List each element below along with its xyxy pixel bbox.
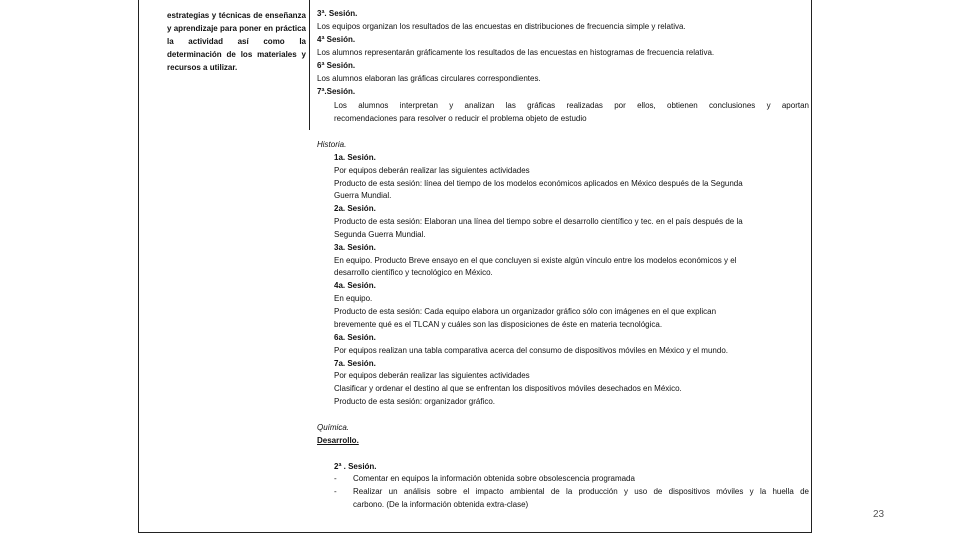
historia-session-6-line-1: Por equipos realizan una tabla comparativa acerca del consumo de dispositivos móviles en México y el mundo. bbox=[334, 346, 728, 355]
historia-session-4-line-3: brevemente qué es el TLCAN y cuáles son las disposiciones de éste en materia tecnológica. bbox=[334, 320, 663, 329]
historia-session-4-line-2: Producto de esta sesión: Cada equipo elabora un organizador gráfico sólo con imágenes en el que explican bbox=[334, 307, 717, 316]
stats-session-7-text-1: Los alumnos interpretan y analizan las gráficas realizadas por ellos, obtienen conclusiones y aportan bbox=[334, 101, 809, 110]
stats-session-7-text-2: recomendaciones para resolver o reducir el problema objeto de estudio bbox=[334, 114, 587, 123]
historia-session-4-line-1: En equipo. bbox=[334, 294, 373, 303]
quimica-heading: Química. bbox=[317, 423, 350, 432]
historia-heading: Historia. bbox=[317, 140, 347, 149]
bullet-dash: - bbox=[334, 474, 337, 483]
quimica-subheading: Desarrollo. bbox=[317, 436, 359, 445]
stats-session-6-text: Los alumnos elaboran las gráficas circulares correspondientes. bbox=[317, 74, 541, 83]
historia-session-4-title: 4a. Sesión. bbox=[334, 281, 376, 290]
historia-session-1-line-1: Por equipos deberán realizar las siguientes actividades bbox=[334, 166, 530, 175]
historia-session-1-line-2: Producto de esta sesión: línea del tiempo de los modelos económicos aplicados en México después de la Segunda bbox=[334, 179, 743, 188]
historia-session-3-line-1: En equipo. Producto Breve ensayo en el que concluyen si existe algún vínculo entre los modelos económicos y el bbox=[334, 256, 737, 265]
historia-session-2-title: 2a. Sesión. bbox=[334, 204, 376, 213]
historia-session-2-line-2: Segunda Guerra Mundial. bbox=[334, 230, 426, 239]
stats-session-6-title: 6ª Sesión. bbox=[317, 61, 356, 70]
historia-session-7-title: 7a. Sesión. bbox=[334, 359, 376, 368]
bullet-dash: - bbox=[334, 487, 337, 496]
historia-session-6-title: 6a. Sesión. bbox=[334, 333, 376, 342]
historia-session-3-line-2: desarrollo científico y tecnológico en México. bbox=[334, 268, 493, 277]
quimica-bullet-1: Comentar en equipos la información obtenida sobre obsolescencia programada bbox=[353, 474, 635, 483]
historia-session-7-line-2: Clasificar y ordenar el destino al que se enfrentan los dispositivos móviles desechados en México. bbox=[334, 384, 682, 393]
quimica-bullet-2-line-2: carbono. (De la información obtenida extra-clase) bbox=[353, 500, 529, 509]
quimica-session-2-title: 2ª . Sesión. bbox=[334, 462, 377, 471]
stats-session-7-title: 7ª.Sesión. bbox=[317, 87, 356, 96]
stats-session-4-text: Los alumnos representarán gráficamente los resultados de las encuestas en histogramas de frecuencia relativa. bbox=[317, 48, 715, 57]
historia-session-1-title: 1a. Sesión. bbox=[334, 153, 376, 162]
quimica-bullet-2-line-1: Realizar un análisis sobre el impacto ambiental de la producción y uso de dispositivos móviles y la huella de bbox=[353, 487, 809, 496]
historia-session-2-line-1: Producto de esta sesión: Elaboran una línea del tiempo sobre el desarrollo científico y tec. en el país después de la bbox=[334, 217, 743, 226]
page-number: 23 bbox=[873, 509, 885, 520]
historia-session-3-title: 3a. Sesión. bbox=[334, 243, 376, 252]
historia-session-7-line-1: Por equipos deberán realizar las siguientes actividades bbox=[334, 371, 530, 380]
stats-session-4-title: 4ª Sesión. bbox=[317, 35, 356, 44]
left-cell-text: estrategias y técnicas de enseñanza y aprendizaje para poner en práctica la actividad así como la determinación de los materiales y recursos a utilizar. bbox=[167, 11, 306, 72]
column-divider bbox=[309, 0, 310, 130]
stats-session-3-text: Los equipos organizan los resultados de las encuestas en distribuciones de frecuencia simple y relativa. bbox=[317, 22, 686, 31]
stats-session-3-title: 3ª. Sesión. bbox=[317, 9, 358, 18]
historia-session-7-line-3: Producto de esta sesión: organizador gráfico. bbox=[334, 397, 495, 406]
historia-session-1-line-3: Guerra Mundial. bbox=[334, 191, 392, 200]
